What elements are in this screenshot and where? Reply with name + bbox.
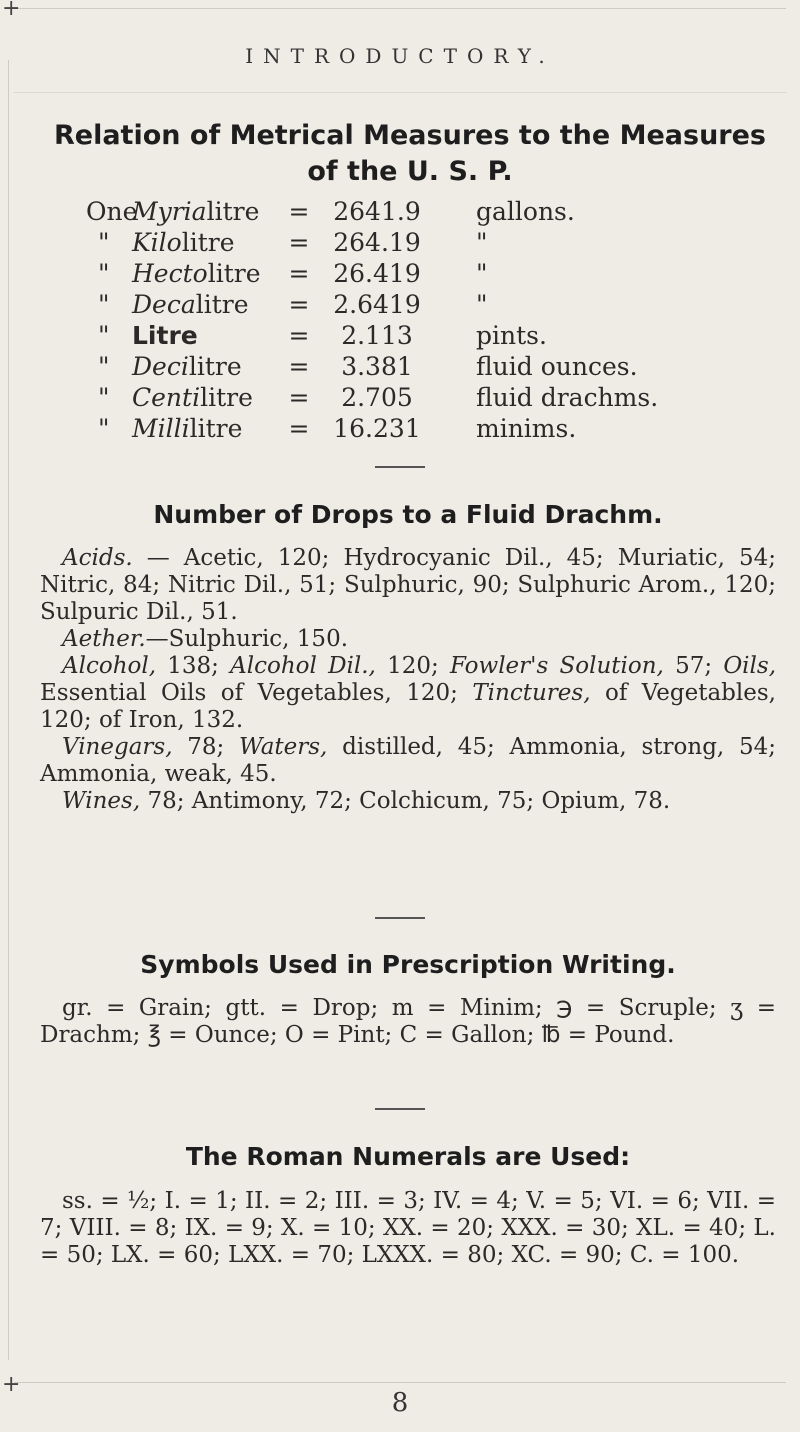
- value: 2.705: [341, 383, 413, 412]
- symbols-section-body: [40, 995, 776, 1049]
- unit-name: Myrialitre: [132, 197, 260, 226]
- roman-section-title: The Roman Numerals are Used:: [185, 1142, 631, 1171]
- row-prefix: ": [98, 321, 110, 350]
- value: 16.231: [333, 414, 421, 443]
- measure: ": [476, 290, 488, 319]
- crop-mark-bottom-left-icon: +: [2, 1372, 21, 1397]
- running-head: INTRODUCTORY.: [245, 44, 555, 68]
- unit-name: Decalitre: [132, 290, 249, 319]
- symbols-paragraph: gr. = Grain; gtt. = Drop; m = Minim; ℈ = Scruple; ʒ = Drachm; ℥ = Ounce; O = Pint; C = Gallon; ℔ = Pound.: [40, 995, 776, 1048]
- bottom-border-rule: [14, 1382, 786, 1383]
- row-prefix: ": [98, 352, 110, 381]
- equals-sign: =: [288, 228, 310, 257]
- equals-sign: =: [288, 197, 310, 226]
- row-prefix: ": [98, 259, 110, 288]
- equals-sign: =: [288, 290, 310, 319]
- row-prefix: ": [98, 290, 110, 319]
- vinegars-paragraph: Vinegars, 78; Waters, distilled, 45; Ammonia, strong, 54; Ammonia, weak, 45.: [40, 734, 776, 787]
- equals-sign: =: [288, 352, 310, 381]
- value: 26.419: [333, 259, 421, 288]
- drops-section-body: [40, 545, 776, 815]
- unit-name: Litre: [132, 321, 198, 350]
- measure: ": [476, 228, 488, 257]
- unit-name: Kilolitre: [132, 228, 235, 257]
- equals-sign: =: [288, 414, 310, 443]
- acids-paragraph: Acids. — Acetic, 120; Hydrocyanic Dil., 45; Muriatic, 54; Nitric, 84; Nitric Dil., 51; Sulphuric, 90; Sulphuric Arom., 120; Sulpuric Dil., 51.: [40, 545, 776, 625]
- value: 2641.9: [333, 197, 421, 226]
- header-rule: [14, 92, 786, 93]
- measure: fluid ounces.: [476, 352, 638, 381]
- measure: fluid drachms.: [476, 383, 659, 412]
- unit-name: Decilitre: [132, 352, 242, 381]
- section-divider: [375, 917, 425, 919]
- measure: gallons.: [476, 197, 575, 226]
- metric-title-line-2: of the U. S. P.: [307, 156, 513, 187]
- equals-sign: =: [288, 259, 310, 288]
- crop-mark-top-left-icon: +: [2, 0, 21, 21]
- wines-paragraph: Wines, 78; Antimony, 72; Colchicum, 75; Opium, 78.: [62, 788, 671, 814]
- row-prefix: ": [98, 383, 110, 412]
- page-number: 8: [391, 1388, 409, 1418]
- roman-paragraph: ss. = ½; I. = 1; II. = 2; III. = 3; IV. = 4; V. = 5; VI. = 6; VII. = 7; VIII. = 8; IX. = 9; X. = 10; XX. = 20; XXX. = 30; XL. = 40; L. = 50; LX. = 60; LXX. = 70; LXXX. = 80; XC. = 90; C. = 100.: [40, 1188, 776, 1268]
- equals-sign: =: [288, 321, 310, 350]
- unit-name: Centilitre: [132, 383, 253, 412]
- metric-section-title: [40, 118, 780, 190]
- value: 264.19: [333, 228, 421, 257]
- value: 3.381: [341, 352, 413, 381]
- roman-section-body: [40, 1188, 776, 1269]
- metric-title-line-1: Relation of Metrical Measures to the Measures: [53, 120, 767, 151]
- section-divider: [375, 466, 425, 468]
- symbols-section-title: Symbols Used in Prescription Writing.: [140, 950, 676, 979]
- measure: ": [476, 259, 488, 288]
- top-border-rule: [14, 8, 786, 9]
- aether-paragraph: Aether.—Sulphuric, 150.: [62, 626, 349, 652]
- row-prefix: One: [86, 197, 138, 226]
- alcohol-paragraph: Alcohol, 138; Alcohol Dil., 120; Fowler's Solution, 57; Oils, Essential Oils of Vegetables, 120; Tinctures, of Vegetables, 120; of Iron, 132.: [40, 653, 777, 733]
- value: 2.6419: [333, 290, 421, 319]
- section-divider: [375, 1108, 425, 1110]
- left-margin-rule: [8, 60, 9, 1360]
- measure: pints.: [476, 321, 547, 350]
- row-prefix: ": [98, 228, 110, 257]
- drops-section-title: Number of Drops to a Fluid Drachm.: [153, 500, 663, 529]
- equals-sign: =: [288, 383, 310, 412]
- measure: minims.: [476, 414, 577, 443]
- row-prefix: ": [98, 414, 110, 443]
- unit-name: Hectolitre: [132, 259, 261, 288]
- unit-name: Millilitre: [132, 414, 243, 443]
- value: 2.113: [341, 321, 413, 350]
